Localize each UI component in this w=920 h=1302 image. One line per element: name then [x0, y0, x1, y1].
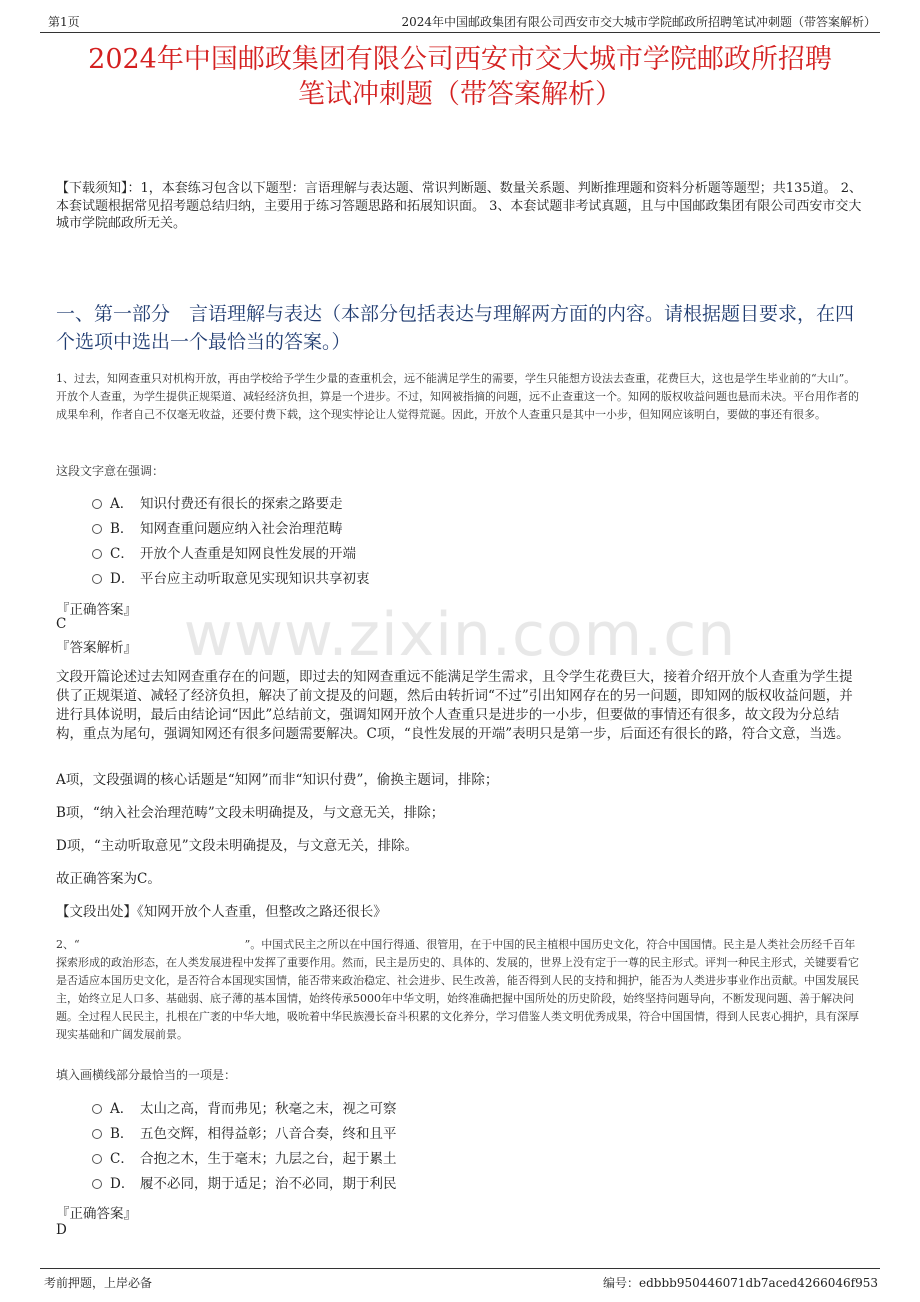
title-line-1: 2024年中国邮政集团有限公司西安市交大城市学院邮政所招聘: [88, 44, 832, 75]
radio-icon[interactable]: [92, 524, 102, 534]
question-2-prompt: 填入画横线部分最恰当的一项是：: [56, 1068, 237, 1082]
question-1-option-a[interactable]: A． 知识付费还有很长的探索之路要走: [92, 494, 343, 514]
question-1-option-b[interactable]: B． 知网查重问题应纳入社会治理范畴: [92, 519, 343, 539]
question-1-text: 1、过去，知网查重只对机构开放，再由学校给予学生少量的查重机会，远不能满足学生的需要，学生只能想方设法去查重，花费巨大，这也是学生毕业前的“大山”。开放个人查重，为学生提供正规渠道、减轻经济负担，算是一个进步。不过，知网被指摘的问题，远不止查重这一个。知网的版权收益问题也悬而未决。平台用作者的成果牟利，作者自己不仅毫无收益，还要付费下载，这个现实悖论让人觉得荒诞。因此，开放个人查重只是其中一小步，但知网应该明白，要做的事还有很多。: [56, 372, 859, 421]
question-1-option-d[interactable]: D． 平台应主动听取意见实现知识共享初衷: [92, 569, 370, 589]
header-doc-title: 2024年中国邮政集团有限公司西安市交大城市学院邮政所招聘笔试冲刺题（带答案解析）: [401, 15, 876, 29]
document-title: [0, 42, 920, 112]
radio-icon[interactable]: [92, 1129, 102, 1139]
question-1-option-c[interactable]: C． 开放个人查重是知网良性发展的开端: [92, 544, 356, 564]
question-2-option-c[interactable]: C． 合抱之木，生于毫末；九层之台，起于累土: [92, 1149, 397, 1169]
radio-icon[interactable]: [92, 549, 102, 559]
question-2-option-d[interactable]: D． 履不必同，期于适足；治不必同，期于利民: [92, 1174, 397, 1194]
question-2-option-a[interactable]: A． 太山之高，背而弗见；秋毫之末，视之可察: [92, 1099, 397, 1119]
radio-icon[interactable]: [92, 574, 102, 584]
footer-slogan: 考前押题，上岸必备: [44, 1276, 153, 1290]
question-1-option-b-note: B项，“纳入社会治理范畴”文段未明确提及，与文意无关，排除；: [56, 805, 445, 821]
question-1-answer: C: [56, 616, 67, 632]
question-2-text: 2、“ ”。中国式民主之所以在中国行得通、很管用，在于中国的民主植根中国历史文化，符合中国国情。民主是人类社会历经千百年探索形成的政治形态，在人类发展进程中发挥了重要作用。然而，民主是历史的、具体的、发展的，世界上没有定于一尊的民主形式。评判一种民主形式，关键要看它是否适应本国历史文化，是否符合本国现实国情，能否带来政治稳定、社会进步、民生改善，能否得到人民的支持和拥护，能否为人类进步事业作出贡献。中国发展民主，始终立足人口多、基础弱、底子薄的基本国情，始终传承5000年中华文明，始终准确把握中国所处的历史阶段，始终坚持问题导向，不断发现问题、善于解决问题。全过程人民民主，扎根在广袤的中华大地，吸吮着中华民族漫长奋斗积累的文化养分，学习借鉴人类文明优秀成果，符合中国国情，得到人民衷心拥护，具有深厚现实基础和广阔发展前景。: [56, 938, 859, 1041]
radio-icon[interactable]: [92, 1179, 102, 1189]
question-2-answer-label: 『正确答案』: [56, 1206, 137, 1222]
question-1-analysis-label: 『答案解析』: [56, 640, 137, 656]
question-1-analysis: 文段开篇论述过去知网查重存在的问题，即过去的知网查重远不能满足学生需求，且令学生花费巨大，接着介绍开放个人查重为学生提供了正规渠道、减轻了经济负担，解决了前文提及的问题，然后由转折词“不过”引出知网存在的另一问题，即知网的版权收益问题，并进行具体说明，最后由结论词“因此”总结前文，强调知网开放个人查重只是进步的一小步，但要做的事情还有很多，故文段为分总结构，重点为尾句，强调知网还有很多问题需要解决。C项，“良性发展的开端”表明只是第一步，后面还有很长的路，符合文意，当选。: [56, 669, 853, 742]
title-line-2: 笔试冲刺题（带答案解析）: [298, 79, 622, 110]
page-header: [40, 10, 880, 33]
question-2-answer: D: [56, 1222, 67, 1238]
question-1-source: 【文段出处】《知网开放个人查重，但整改之路还很长》: [56, 904, 387, 920]
page-number: 第1页: [48, 15, 80, 29]
watermark: www.zixin.com.cn: [183, 600, 737, 670]
download-notice: 【下载须知】：1，本套练习包含以下题型：言语理解与表达题、常识判断题、数量关系题、判断推理题和资料分析题等题型；共135道。 2、本套试题根据常见招考题总结归纳，主要用于练习答题思路和拓展知识面。 3、本套试题非考试真题，且与中国邮政集团有限公司西安市交大城市学院邮政所无关。: [56, 181, 862, 231]
question-2-option-b[interactable]: B． 五色交辉，相得益彰；八音合奏，终和且平: [92, 1124, 397, 1144]
section-heading: 一、第一部分 言语理解与表达（本部分包括表达与理解两方面的内容。请根据题目要求，在四个选项中选出一个最恰当的答案。）: [56, 303, 855, 353]
question-1-conclusion: 故正确答案为C。: [56, 871, 161, 887]
page-footer: [40, 1268, 880, 1295]
radio-icon[interactable]: [92, 1154, 102, 1164]
radio-icon[interactable]: [92, 1104, 102, 1114]
footer-doc-id: 编号：edbbb950446071db7aced4266046f953: [603, 1276, 878, 1290]
question-1-prompt: 这段文字意在强调：: [56, 464, 165, 478]
question-1-option-d-note: D项，“主动听取意见”文段未明确提及，与文意无关，排除。: [56, 838, 419, 854]
radio-icon[interactable]: [92, 499, 102, 509]
question-1-option-a-note: A项，文段强调的核心话题是“知网”而非“知识付费”，偷换主题词，排除；: [56, 772, 499, 788]
question-1-answer-label: 『正确答案』: [56, 602, 137, 618]
